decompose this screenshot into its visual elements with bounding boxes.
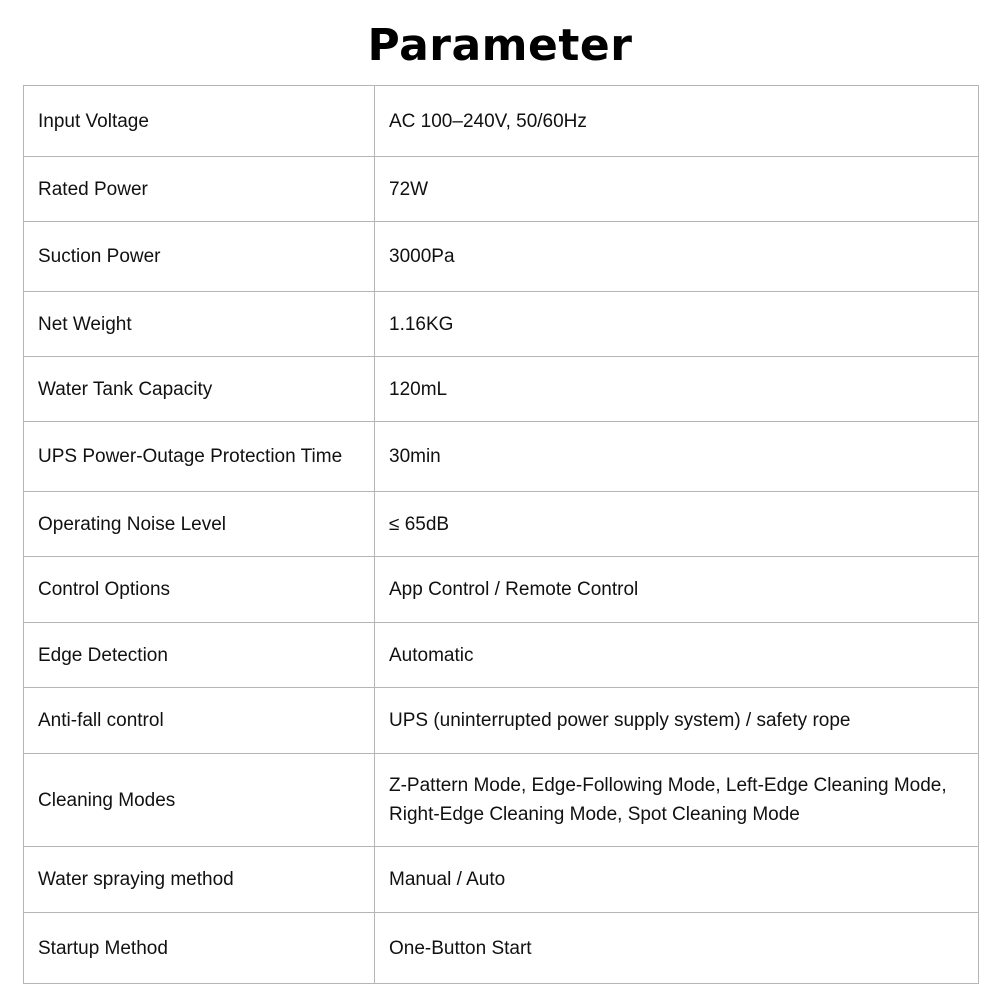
parameter-value: App Control / Remote Control (375, 557, 979, 623)
parameter-label: Startup Method (24, 913, 375, 984)
table-row (24, 86, 979, 157)
parameter-value: ≤ 65dB (375, 492, 979, 557)
parameter-value: 72W (375, 157, 979, 222)
table-row (24, 492, 979, 557)
parameter-label: Anti-fall control (24, 688, 375, 754)
table-row (24, 292, 979, 357)
parameter-value: Z-Pattern Mode, Edge-Following Mode, Left-Edge Cleaning Mode, Right-Edge Cleaning Mode, Spot Cleaning Mode (375, 754, 979, 847)
parameter-value: 30min (375, 422, 979, 492)
parameter-value: 120mL (375, 357, 979, 422)
table-row (24, 357, 979, 422)
parameter-label: Suction Power (24, 222, 375, 292)
parameter-value: AC 100–240V, 50/60Hz (375, 86, 979, 157)
page-title: Parameter (367, 20, 633, 71)
table-row (24, 913, 979, 984)
table-row (24, 688, 979, 754)
parameter-value: 3000Pa (375, 222, 979, 292)
table-row (24, 422, 979, 492)
parameter-value: One-Button Start (375, 913, 979, 984)
parameter-label: Water Tank Capacity (24, 357, 375, 422)
table-row (24, 222, 979, 292)
parameter-table (23, 85, 979, 984)
parameter-value: Automatic (375, 623, 979, 688)
table-row (24, 157, 979, 222)
parameter-label: Water spraying method (24, 847, 375, 913)
parameter-label: Control Options (24, 557, 375, 623)
parameter-value: Manual / Auto (375, 847, 979, 913)
parameter-value: 1.16KG (375, 292, 979, 357)
table-row (24, 847, 979, 913)
parameter-label: Cleaning Modes (24, 754, 375, 847)
parameter-value: UPS (uninterrupted power supply system) / safety rope (375, 688, 979, 754)
parameter-label: UPS Power-Outage Protection Time (24, 422, 375, 492)
table-row (24, 557, 979, 623)
parameter-label: Edge Detection (24, 623, 375, 688)
table-row (24, 754, 979, 847)
parameter-label: Input Voltage (24, 86, 375, 157)
table-row (24, 623, 979, 688)
parameter-label: Net Weight (24, 292, 375, 357)
parameter-label: Rated Power (24, 157, 375, 222)
parameter-label: Operating Noise Level (24, 492, 375, 557)
